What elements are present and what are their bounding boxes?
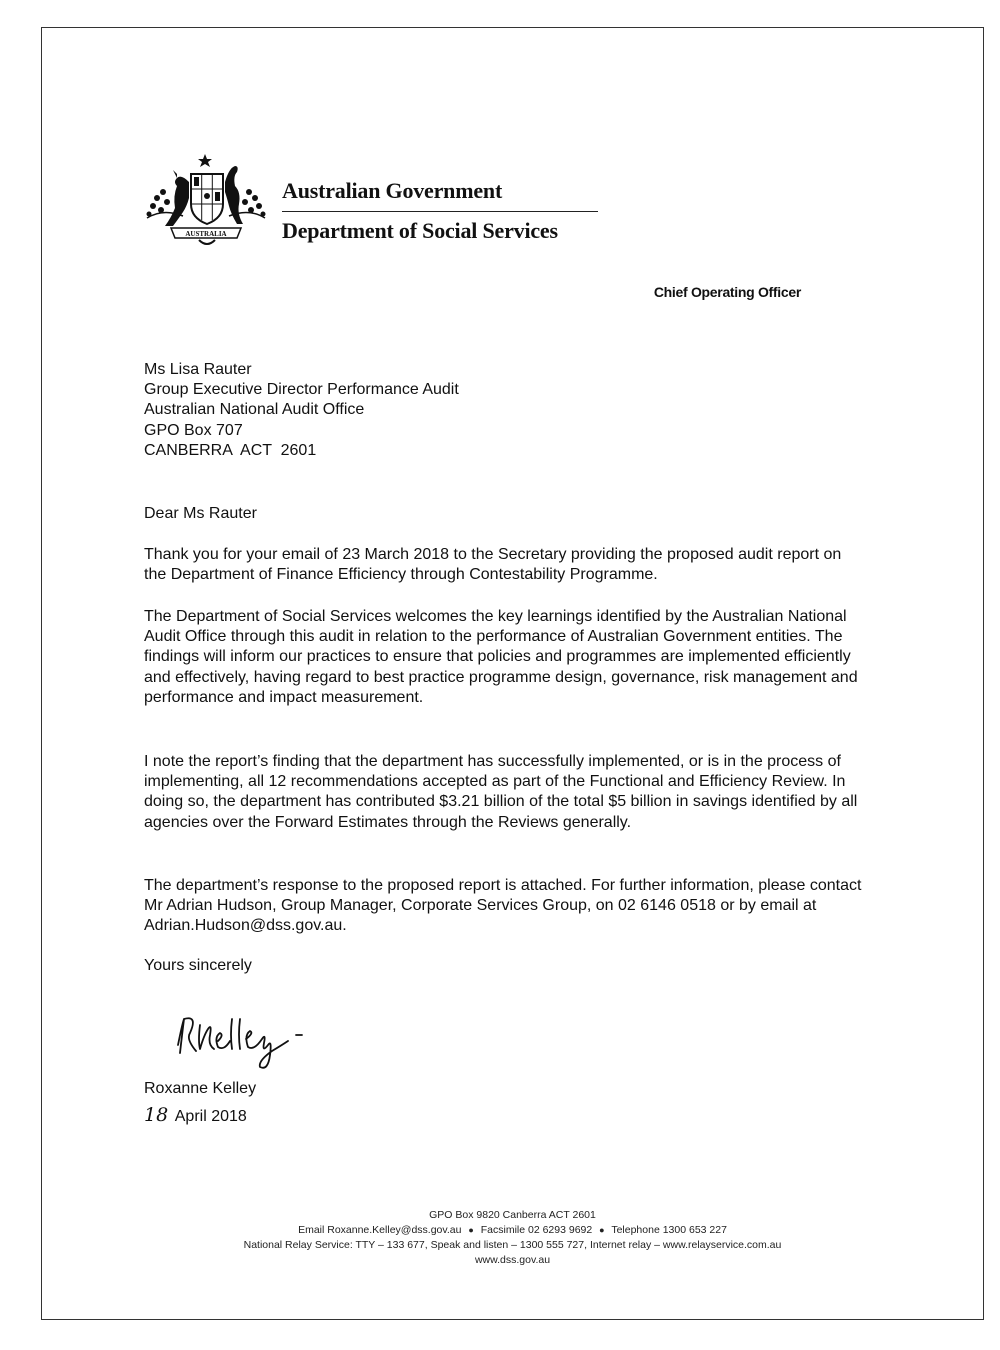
letterhead [143, 152, 613, 252]
footer-email: Email Roxanne.Kelley@dss.gov.au [298, 1224, 462, 1236]
handwritten-signature [168, 1005, 328, 1075]
footer-facsimile: Facsimile 02 6293 9692 [480, 1224, 593, 1236]
handwritten-day: 18 [144, 1104, 169, 1126]
addressee-po-box: GPO Box 707 [144, 421, 243, 439]
addressee-city: CANBERRA ACT 2601 [144, 441, 317, 459]
paragraph-text: The department’s response to the proposed report is attached. For further information, please contact Mr Adrian Hudson, Group Manager, Corporate Services Group, on 02 6146 0518 or by email at Adrian.Hudson@dss.gov.au. [144, 877, 862, 935]
letter-paragraph [144, 876, 864, 937]
addressee-position: Group Executive Director Performance Audit [144, 381, 459, 399]
letter-paragraph [144, 752, 864, 833]
department-name: Department of Social Services [282, 218, 558, 243]
signatory-name: Roxanne Kelley [144, 1080, 257, 1097]
signature-date [144, 1104, 247, 1126]
coat-of-arms-logo [143, 152, 273, 252]
date-month-year: April 2018 [174, 1108, 247, 1125]
paragraph-text: Thank you for your email of 23 March 2018 to the Secretary providing the proposed audit report on the Department of Finance Efficiency through Contestability Programme. [144, 546, 842, 584]
bullet-icon: ● [468, 1225, 474, 1235]
letter-paragraph [144, 607, 864, 708]
addressee-block [144, 360, 864, 461]
government-name: Australian Government [282, 178, 503, 203]
salutation: Dear Ms Rauter [144, 505, 257, 522]
footer-relay: National Relay Service: TTY – 133 677, Speak and listen – 1300 555 727, Internet relay – www.relayservice.com.au [243, 1239, 782, 1251]
letterhead-divider [282, 211, 598, 212]
closing: Yours sincerely [144, 957, 252, 974]
paragraph-text: The Department of Social Services welcomes the key learnings identified by the Australian National Audit Office through this audit in relation to the performance of Australian Government entities. The findings will inform our practices to ensure that policies and programmes are implemented efficiently and effectively, having regard to best practice programme design, governance, risk management and performance and impact measurement. [144, 608, 858, 706]
addressee-organisation: Australian National Audit Office [144, 401, 365, 419]
office-title: Chief Operating Officer [653, 284, 801, 300]
addressee-name: Ms Lisa Rauter [144, 361, 252, 378]
footer-telephone: Telephone 1300 653 227 [611, 1224, 727, 1236]
crest-scroll-text: AUSTRALIA [185, 230, 227, 238]
paragraph-text: I note the report’s finding that the department has successfully implemented, or is in the process of implementing, all 12 recommendations accepted as part of the Functional and Efficiency Review. In doing so, the department has contributed $3.21 billion of the total $5 billion in savings identified by all agencies over the Forward Estimates through the Reviews generally. [144, 753, 858, 831]
letter-footer [41, 1208, 984, 1268]
footer-address: GPO Box 9820 Canberra ACT 2601 [429, 1209, 596, 1221]
letter-paragraph [144, 545, 864, 585]
footer-website: www.dss.gov.au [474, 1254, 551, 1266]
bullet-icon: ● [599, 1225, 605, 1235]
footer-contact-line [41, 1223, 984, 1238]
